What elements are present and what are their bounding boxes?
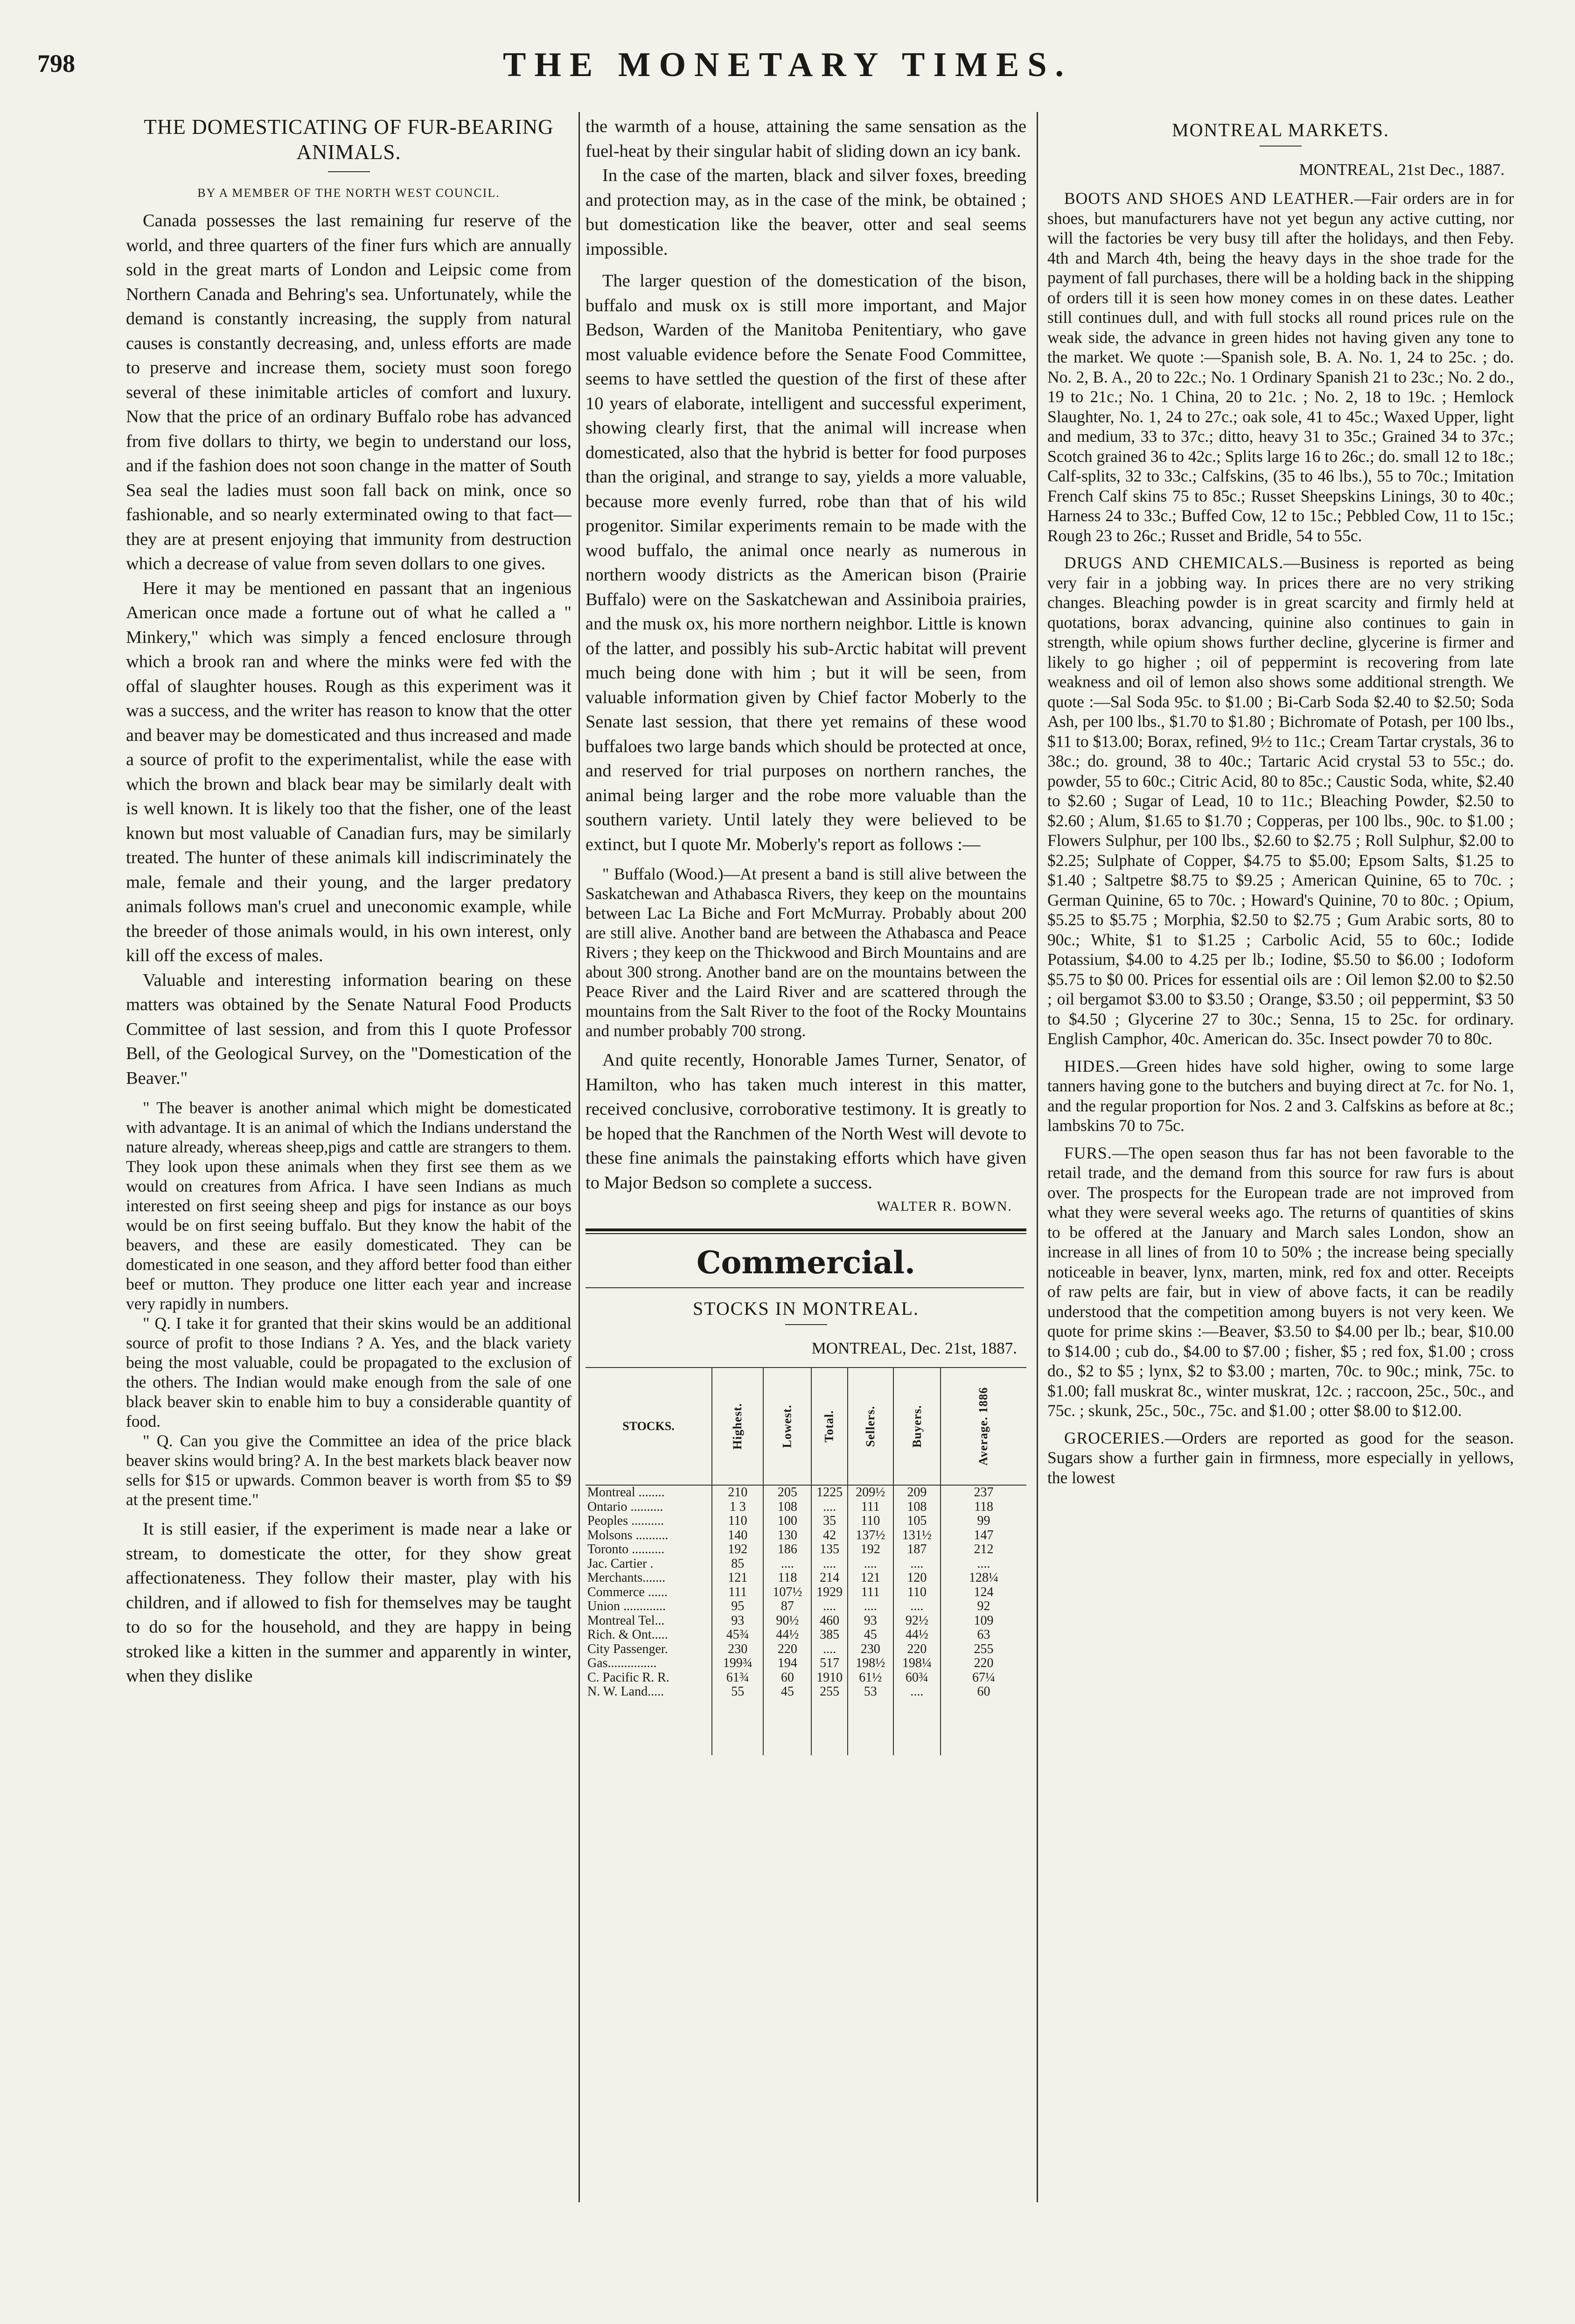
quote-paragraph: " Buffalo (Wood.)—At present a band is still alive between the Saskatchewan and Athabasca Rivers, they keep on the mountains between Lac La Biche and Fort McMurray. Probably about 200 are still alive. Another band are between the Athabasca and Peace Rivers ; they keep on the Thickwood and Birch Mountains and are about 300 strong. Another band are on the mountains between the Peace River and the Laird River and are scattered through the mountains from the Salt River to the foot of the Rocky Mountains and number probably 700 strong. (585, 865, 1026, 1040)
article-paragraph: Valuable and interesting information bearing on these matters was obtained by the Senate Natural Food Products Committee of last session, and from this I quote Professor Bell, of the Geological Survey, on the "Domestication of the Beaver." (126, 970, 571, 1088)
stock-value-cell: 199¾ (712, 1656, 763, 1671)
page-header (28, 46, 1547, 86)
stock-value-cell: 237 (974, 1485, 994, 1500)
section-rule (585, 1233, 1026, 1234)
stock-name-cell: Peoples .......... (585, 1514, 712, 1528)
stock-value-cell: 93 (848, 1614, 893, 1628)
market-report-hides: HIDES.—Green hides have sold higher, owing to some large tanners having gone to the butchers and buying direct at 7c. for No. 1, and the regular proportion for Nos. 2 and 3. Calfskins as before at 8c.; lambskins 70 to 75c. (1047, 1056, 1514, 1135)
stock-value-cell: 92 (977, 1599, 990, 1613)
stock-value-cell: 45¾ (712, 1628, 763, 1642)
stock-value-cell: 67¼ (972, 1670, 996, 1685)
stock-value-cell: 45 (763, 1685, 811, 1699)
stock-value-cell: 137½ (848, 1528, 893, 1543)
stock-value-cell: 61¾ (712, 1671, 763, 1685)
quote-paragraph: " The beaver is another animal which might be domesticated with advantage. It is an animal of which the Indians understand the nature already, whereas sheep,pigs and cattle are strangers to them. They look upon these animals when they first see them as we would on creatures from Africa. I have seen Indians as much interested on first seeing sheep and pigs for instance as our boys would be on first seeing buffalo. But they know the habit of the beavers, and these are easily domesticated. They can be domesticated in one season, and they afford better food than either beef or mutton. They produce one litter each year and increase very rapidly in numbers. (126, 1098, 571, 1313)
table-spacer-row (585, 1699, 1026, 1755)
stock-value-cell: 60 (763, 1671, 811, 1685)
table-row (585, 1599, 1026, 1614)
heading-rule (585, 1287, 1024, 1288)
stock-value-cell: 44½ (763, 1628, 811, 1642)
market-report-drugs: DRUGS AND CHEMICALS.—Business is reported as being very fair in a jobbing way. In prices there are no very striking changes. Bleaching powder is in great scarcity and firmly held at quotations, borax advancing, quinine also continues to gain in strength, while opium shows further decline, glycerine is firmer and likely to go higher ; oil of peppermint is recovering from late weakness and oil of lemon also shows some additional strength. We quote :—Sal Soda 95c. to $1.00 ; Bi-Carb Soda $2.40 to $2.50; Soda Ash, per 100 lbs., $1.70 to $1.80 ; Bichromate of Potash, per 100 lbs., $11 to $13.00; Borax, refined, 9½ to 11c.; Cream Tartar crystals, 36 to 38c.; do. ground, 38 to 40c.; Tartaric Acid crystal 53 to 55c.; do. powder, 55 to 60c.; Citric Acid, 80 to 85c.; Caustic Soda, white, $2.40 to $2.60 ; Sugar of Lead, 10 to 11c.; Bleaching Powder, $2.50 to $2.60 ; Alum, $1.65 to $1.70 ; Copperas, per 100 lbs., 90c. to $1.00 ; Flowers Sulphur, per 100 lbs., $2.60 to $2.75 ; Roll Sulphur, $2.00 to $2.25; Sulphate of Copper, $4.75 to $5.00; Epsom Salts, $1.25 to $1.40 ; Saltpetre $8.75 to $9.25 ; American Quinine, 65 to 70c. ; German Quinine, 65 to 70c. ; Howard's Quinine, 70 to 80c. ; Opium, $5.25 to $5.75 ; Morphia, $2.50 to $2.75 ; Gum Arabic sorts, 80 to 90c.; White, $1 to $1.25 ; Carbolic Acid, 55 to 60c.; Iodide Potassium, $4.00 to 4.25 per lb.; Iodine, $5.50 to $6.00 ; Iodoform $5.75 to $0 00. Prices for essential oils are : Oil lemon $2.00 to $2.50 ; oil bergamot $3.00 to $3.50 ; Orange, $3.50 ; oil peppermint, $3 50 to $4.50 ; Glycerine 27 to 30c.; Senna, 15 to 25c. for ordinary. English Camphor, 40c. American do. 35c. Insect powder 70 to 80c. (1047, 553, 1514, 1048)
column-header: STOCKS. (585, 1368, 712, 1485)
stock-value-cell: 105 (893, 1514, 941, 1528)
article-paragraph: the warmth of a house, attaining the same sensation as the fuel-heat by their singular habit of sliding down an icy bank. (585, 117, 1026, 161)
stock-value-cell: 60¾ (893, 1671, 941, 1685)
stock-name-cell: Montreal Tel... (585, 1614, 712, 1628)
stock-value-cell: 95 (712, 1599, 763, 1614)
stock-value-cell: .... (848, 1557, 893, 1571)
stock-value-cell: 85 (712, 1557, 763, 1571)
stock-value-cell: 205 (763, 1485, 811, 1500)
table-row (585, 1485, 1026, 1500)
stock-value-cell: 194 (763, 1656, 811, 1671)
stock-value-cell: 87 (763, 1599, 811, 1614)
stock-value-cell: 110 (848, 1514, 893, 1528)
stock-value-cell: 210 (712, 1485, 763, 1500)
column-2 (585, 114, 1026, 1755)
quote-paragraph: " Q. I take it for granted that their skins would be an additional source of profit to those Indians ? A. Yes, and the black variety being the most valuable, could be propagated to the exclusion of the others. The Indian would make enough from the sale of one black beaver skin to enable him to buy a considerable quantity of food. (126, 1314, 571, 1431)
title-rule (785, 1324, 827, 1325)
stocks-title: STOCKS IN MONTREAL. (692, 1298, 920, 1319)
table-row (585, 1614, 1026, 1628)
stock-value-cell: 230 (712, 1642, 763, 1657)
stock-value-cell: 60 (977, 1684, 990, 1699)
paper-title: THE MONETARY TIMES. (503, 46, 1072, 84)
table-row (585, 1656, 1026, 1671)
article-paragraph: The larger question of the domestication of the bison, buffalo and musk ox is still more important, and Major Bedson, Warden of the Manitoba Penitentiary, who gave most valuable evidence before the Senate Food Committee, seems to have settled the question of the first of these after 10 years of elaborate, intelligent and successful experiment, showing clearly first, that the animal will increase when domesticated, also that the hybrid is better for food purposes than the original, and strange to say, yields a more valuable, because more evenly furred, robe than that of his wild progenitor. Similar experiments remain to be made with the wood buffalo, the animal once nearly as numerous in northern woody districts as the American bison (Prairie Buffalo) were on the Saskatchewan and Assiniboia prairies, and the musk ox, his more northern neighbor. Little is known of the latter, and possibly his sub-Arctic habitat will prevent much being done with him ; but it will be seen, from valuable information given by Chief factor Moberly to the Senate last session, that there yet remains of these wood buffaloes two large bands which should be protected at once, and reserved for trial purposes on northern ranches, the animal being larger and the robe more valuable than the southern variety. Until lately they were believed to be extinct, but I quote Mr. Moberly's report as follows :— (585, 271, 1026, 854)
spacer-cell (893, 1699, 941, 1755)
stock-value-cell: 140 (712, 1528, 763, 1543)
stock-value-cell: 187 (893, 1542, 941, 1557)
stock-value-cell: 63 (977, 1627, 990, 1642)
market-report-furs: FURS.—The open season thus far has not been favorable to the retail trade, and the demand from this source for raw furs is about over. The prospects for the European trade are not improved from what they were several weeks ago. The returns of quantities of skins to be offered at the January and March sales London, show an increase in all lines of from 10 to 50% ; the increase being specially noticeable in beaver, lynx, marten, mink, red fox and otter. Receipts of raw pelts are fair, but in view of above facts, it can be readily understood that the competition among buyers is not very keen. We quote for prime skins :—Beaver, $3.50 to $4.00 per lb.; bear, $10.00 to $14.00 ; cub do., $4.00 to $7.00 ; fisher, $5 ; red fox, $1.00 ; cross do., $2 to $5 ; lynx, $2 to $3.00 ; marten, 70c. to 90c.; mink, 75c. to $1.00; fall muskrat 8c., winter muskrat, 12c. ; raccoon, 25c., 50c., and 75c. ; skunk, 25c., 50c., 75c. and $1.00 ; otter $8.00 to $12.00. (1047, 1143, 1514, 1420)
market-report-groceries: GROCERIES.—Orders are reported as good for the season. Sugars show a further gain in firmness, more especially in yellows, the lowest (1047, 1428, 1514, 1487)
stock-value-cell: 92½ (893, 1614, 941, 1628)
stock-value-cell: 99 (977, 1514, 990, 1528)
stock-value-cell: 108 (893, 1500, 941, 1514)
stock-value-cell: 111 (848, 1500, 893, 1514)
table-row (585, 1671, 1026, 1685)
stock-value-cell: 198½ (848, 1656, 893, 1671)
spacer-cell (941, 1699, 1026, 1755)
spacer-cell (811, 1699, 847, 1755)
moberly-quote (585, 857, 1026, 1048)
stock-value-cell: 124 (974, 1584, 994, 1599)
stock-value-cell: 118 (763, 1571, 811, 1585)
stock-value-cell: .... (848, 1599, 893, 1614)
stock-value-cell: 255 (974, 1641, 994, 1656)
column-header: Lowest. (763, 1368, 811, 1485)
article-signature: WALTER R. BOWN. (877, 1199, 1012, 1214)
column-header: Highest. (712, 1368, 763, 1485)
stock-value-cell: 214 (811, 1571, 847, 1585)
stock-value-cell: 209 (893, 1485, 941, 1500)
stock-value-cell: .... (893, 1685, 941, 1699)
stock-value-cell: 1225 (811, 1485, 847, 1500)
stock-name-cell: Ontario .......... (585, 1500, 712, 1514)
stock-value-cell: 1910 (811, 1671, 847, 1685)
stock-value-cell: 100 (763, 1514, 811, 1528)
stock-value-cell: 118 (974, 1499, 994, 1514)
stock-value-cell: .... (893, 1557, 941, 1571)
table-row (585, 1514, 1026, 1528)
stock-value-cell: 385 (811, 1628, 847, 1642)
column-header: Sellers. (848, 1368, 893, 1485)
stock-name-cell: Commerce ...... (585, 1585, 712, 1600)
stock-value-cell: 108 (763, 1500, 811, 1514)
stock-name-cell: Merchants....... (585, 1571, 712, 1585)
stock-value-cell: .... (977, 1556, 990, 1571)
stock-name-cell: Gas............... (585, 1656, 712, 1671)
article-paragraph: In the case of the marten, black and silver foxes, breeding and protection may, as in the case of the mink, be obtained ; but domestication like the beaver, otter and seal seems impossible. (585, 166, 1026, 259)
column-header: Total. (811, 1368, 847, 1485)
stock-value-cell: 212 (974, 1542, 994, 1556)
stock-name-cell: Montreal ........ (585, 1485, 712, 1500)
stock-value-cell: 1 3 (712, 1500, 763, 1514)
stock-value-cell: 135 (811, 1542, 847, 1557)
article-paragraph: Here it may be mentioned en passant that an ingenious American once made a fortune out of what he called a " Minkery," which was simply a fenced enclosure through which a brook ran and where the minks were fed with the offal of slaughter houses. Rough as this experiment was it was a success, and the writer has reason to know that the otter and beaver may be domesticated and thus increased and made a source of profit to the experimentalist, while the ease with which the brown and black bear may be similarly dealt with is well known. It is likely too that the fisher, one of the least known but most valuable of Canadian furs, may be similarly treated. The hunter of these animals kill indiscriminately the male, female and their young, and the larger predatory animals follows man's cruel and uneconomic example, while the breeder of those animals would, in his own interest, only kill off the excess of males. (126, 578, 571, 965)
stock-value-cell: 120 (893, 1571, 941, 1585)
title-rule (328, 171, 370, 172)
column-divider (1037, 112, 1038, 2202)
stock-value-cell: 121 (712, 1571, 763, 1585)
stocks-dateline: MONTREAL, Dec. 21st, 1887. (811, 1339, 1017, 1357)
commercial-heading: Commercial. (696, 1244, 916, 1281)
stock-value-cell: 192 (848, 1542, 893, 1557)
stock-value-cell: 61½ (848, 1671, 893, 1685)
stock-name-cell: Toronto .......... (585, 1542, 712, 1557)
stock-value-cell: 121 (848, 1571, 893, 1585)
stock-value-cell: 230 (848, 1642, 893, 1657)
table-row (585, 1542, 1026, 1557)
stock-value-cell: 35 (811, 1514, 847, 1528)
stock-value-cell: 111 (848, 1585, 893, 1600)
stock-value-cell: 53 (848, 1685, 893, 1699)
spacer-cell (763, 1699, 811, 1755)
stock-value-cell: 192 (712, 1542, 763, 1557)
stock-value-cell: 111 (712, 1585, 763, 1600)
stock-value-cell: .... (811, 1599, 847, 1614)
stock-value-cell: 460 (811, 1614, 847, 1628)
article-title: THE DOMESTICATING OF FUR-BEARING ANIMALS. (144, 115, 554, 164)
table-row (585, 1557, 1026, 1571)
stock-value-cell: 110 (712, 1514, 763, 1528)
title-rule (1260, 146, 1302, 147)
stocks-table (585, 1368, 1026, 1755)
stock-value-cell: 209½ (848, 1485, 893, 1500)
stock-name-cell: Molsons .......... (585, 1528, 712, 1543)
column-header: Buyers. (893, 1368, 941, 1485)
stock-value-cell: 93 (712, 1614, 763, 1628)
stock-value-cell: 198¼ (893, 1656, 941, 1671)
table-row (585, 1571, 1026, 1585)
stock-value-cell: 255 (811, 1685, 847, 1699)
table-row (585, 1528, 1026, 1543)
stock-value-cell: 147 (974, 1528, 994, 1542)
markets-title: MONTREAL MARKETS. (1172, 119, 1389, 140)
stock-value-cell: 44½ (893, 1628, 941, 1642)
stock-value-cell: 45 (848, 1628, 893, 1642)
markets-dateline: MONTREAL, 21st Dec., 1887. (1299, 161, 1505, 179)
stock-value-cell: 109 (974, 1613, 994, 1628)
table-row (585, 1585, 1026, 1600)
table-row (585, 1628, 1026, 1642)
stock-value-cell: 110 (893, 1585, 941, 1600)
column-header: Average. 1886 (941, 1368, 1026, 1485)
article-byline: BY A MEMBER OF THE NORTH WEST COUNCIL. (197, 186, 500, 200)
stock-value-cell: 1929 (811, 1585, 847, 1600)
stock-value-cell: 55 (712, 1685, 763, 1699)
section-rule (585, 1228, 1026, 1231)
column-3 (1047, 114, 1514, 1487)
stock-value-cell: .... (811, 1642, 847, 1657)
spacer-cell (585, 1699, 712, 1755)
table-header-row (585, 1368, 1026, 1485)
stock-value-cell: 220 (763, 1642, 811, 1657)
stock-value-cell: .... (811, 1500, 847, 1514)
spacer-cell (848, 1699, 893, 1755)
stock-value-cell: .... (811, 1557, 847, 1571)
stock-name-cell: Union ............. (585, 1599, 712, 1614)
stock-value-cell: 130 (763, 1528, 811, 1543)
stock-value-cell: 131½ (893, 1528, 941, 1543)
page-number: 798 (37, 49, 75, 77)
column-1 (126, 114, 571, 1689)
article-paragraph: It is still easier, if the experiment is made near a lake or stream, to domesticate the otter, for they show great affectionateness. They follow their master, play with his children, and if allowed to fish for themselves may be taught to do so for the household, and they are happy in being stroked like a kitten in the summer and apparently in winter, when they dislike (126, 1519, 571, 1686)
article-paragraph: And quite recently, Honorable James Turner, Senator, of Hamilton, who has taken much interest in this matter, received conclusive, corroborative testimony. It is greatly to be hoped that the Ranchmen of the North West will devote to these fine animals the painstaking efforts which have given to Major Bedson so complete a success. (585, 1050, 1026, 1193)
stock-value-cell: 42 (811, 1528, 847, 1543)
table-row (585, 1642, 1026, 1657)
table-row (585, 1685, 1026, 1699)
article-paragraph: Canada possesses the last remaining fur reserve of the world, and three quarters of the finer furs which are annually sold in the great marts of London and Leipsic come from Northern Canada and Behring's sea. Unfortunately, while the demand is constantly increasing, the supply from natural causes is constantly decreasing, and, unless efforts are made to preserve and increase them, society must soon forego several of these inimitable articles of comfort and luxury. Now that the price of an ordinary Buffalo robe has advanced from five dollars to thirty, we begin to understand our loss, and if the fashion does not soon change in the matter of South Sea seal the ladies must soon fall back on mink, once so fashionable, and so nearly exterminated owing to that fact—they are at present enjoying that immunity from destruction which a decrease of value from seven dollars to one gives. (126, 211, 571, 573)
stock-value-cell: 107½ (763, 1585, 811, 1600)
stock-name-cell: Jac. Cartier . (585, 1557, 712, 1571)
stock-value-cell: 90½ (763, 1614, 811, 1628)
stock-value-cell: 220 (974, 1656, 994, 1670)
stock-name-cell: N. W. Land..... (585, 1685, 712, 1699)
table-row (585, 1500, 1026, 1514)
stock-value-cell: 186 (763, 1542, 811, 1557)
stock-value-cell: .... (893, 1599, 941, 1614)
bell-quote (126, 1090, 571, 1517)
market-report-boots: BOOTS AND SHOES AND LEATHER.—Fair orders are in for shoes, but manufacturers have not yet begun any active cutting, nor will the factories be very busy till after the holidays, and then Feby. 4th and March 4th, being the heavy days in the shoe trade for the payment of fall purchases, there will be a holding back in the shipping of orders till it is seen how money comes in on these dates. Leather still continues dull, and with full stocks all round prices rule on the weak side, the advance in green hides not having given any tone to the market. We quote :—Spanish sole, B. A. No. 1, 24 to 25c. ; do. No. 2, B. A., 20 to 22c.; No. 1 Ordinary Spanish 21 to 23c.; No. 2 do., 19 to 21c.; No. 1 China, 20 to 21c. ; No. 2, 18 to 19c. ; Hemlock Slaughter, No. 1, 24 to 27c.; oak sole, 41 to 45c.; Waxed Upper, light and medium, 33 to 37c.; ditto, heavy 31 to 35c.; Grained 34 to 37c.; Scotch grained 36 to 42c.; Splits large 16 to 26c.; do. small 12 to 18c.; Calf-splits, 32 to 33c.; Calfskins, (35 to 46 lbs.), 55 to 70c.; Imitation French Calf skins 75 to 85c.; Russet Sheepskins Linings, 30 to 40c.; Harness 24 to 33c.; Buffed Cow, 12 to 15c.; Pebbled Cow, 11 to 15c.; Rough 23 to 26c.; Russet and Bridle, 54 to 55c. (1047, 189, 1514, 545)
stock-value-cell: 517 (811, 1656, 847, 1671)
column-divider (578, 112, 580, 2202)
stock-value-cell: 128¼ (969, 1570, 999, 1585)
quote-paragraph: " Q. Can you give the Committee an idea of the price black beaver skins would bring? A. In the best markets black beaver now sells for $15 or upwards. Common beaver is worth from $5 to $9 at the present time." (126, 1431, 571, 1509)
stock-name-cell: C. Pacific R. R. (585, 1671, 712, 1685)
stock-value-cell: .... (763, 1557, 811, 1571)
stock-value-cell: 220 (893, 1642, 941, 1657)
stock-name-cell: Rich. & Ont..... (585, 1628, 712, 1642)
spacer-cell (712, 1699, 763, 1755)
stock-name-cell: City Passenger. (585, 1642, 712, 1657)
